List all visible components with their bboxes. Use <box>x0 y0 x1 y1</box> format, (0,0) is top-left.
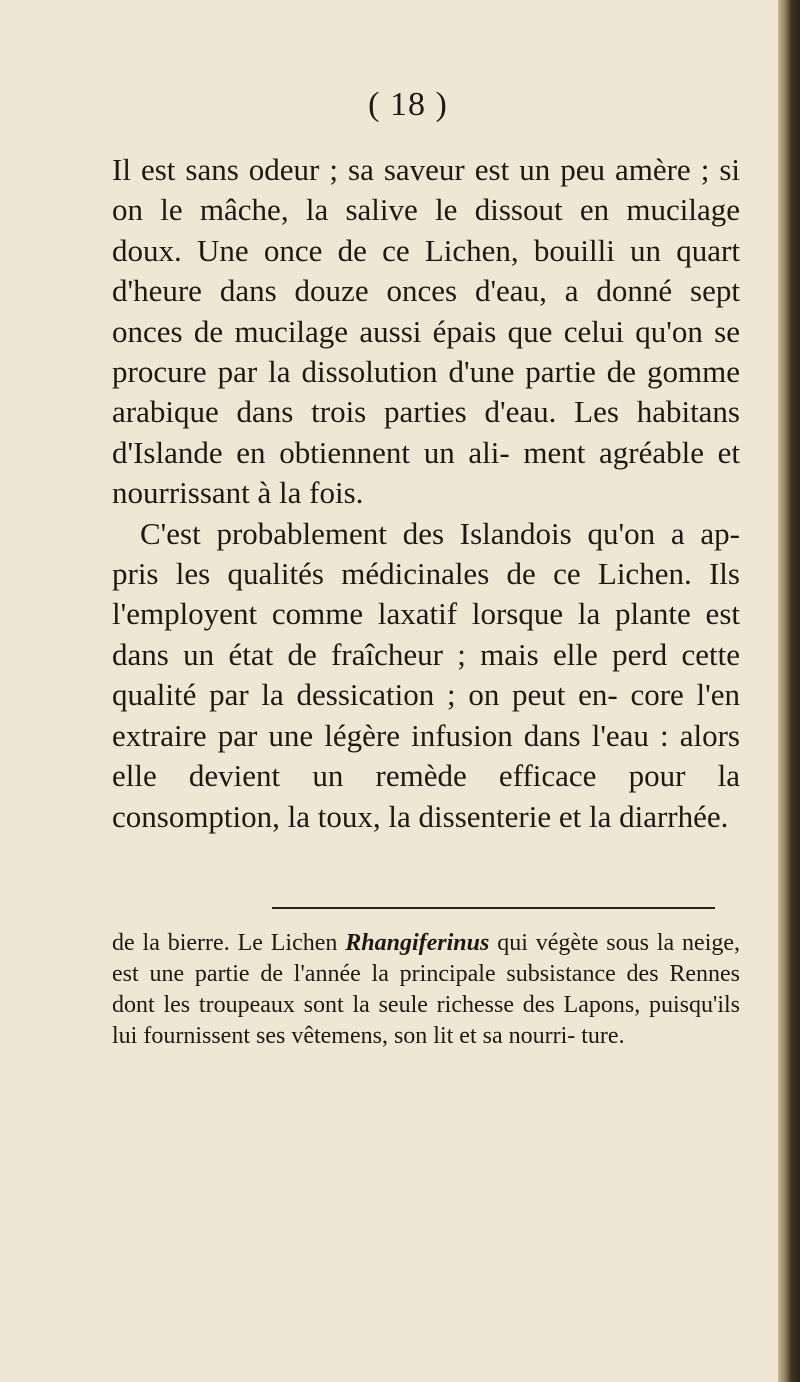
footnote-divider <box>272 907 715 909</box>
species-name: Rhangiferinus <box>345 930 490 956</box>
page-edge-shadow <box>778 0 800 1382</box>
footnote-text-start: de la bierre. Le Lichen <box>112 930 346 956</box>
paragraph-2: C'est probablement des Islandois qu'on a ap- pris les qualités médicinales de ce Lichen. Ils l'employent comme laxatif lorsque la plante est dans un état de fraîcheur ; mais elle perd cette qualité par la dessication ; on peut en- core l'en extraire par une légère infusion dans l'eau : alors elle devient un remède efficace pour la consomption, la toux, la dissenterie et la diarrhée. <box>112 515 740 834</box>
footnote <box>112 928 740 1052</box>
paragraph-1: Il est sans odeur ; sa saveur est un peu amère ; si on le mâche, la salive le dissout en mucilage doux. Une once de ce Lichen, bouilli un quart d'heure dans douze onces d'eau, a donné sept onces de mucilage aussi épais que celui qu'on se procure par la dissolution d'une partie de gomme arabique dans trois parties d'eau. Les habitans d'Islande en obtiennent un ali- ment agréable et nourrissant à la fois. <box>112 152 740 511</box>
footnote-text <box>112 928 740 1052</box>
main-text <box>112 150 740 837</box>
footnote-text-end: qui végète sous la neige, est une partie de l'année la principale subsistance des Rennes dont les troupeaux sont la seule richesse des Lapons, puisqu'ils lui fournissent ses vêtemens, son lit et sa nourri- ture. <box>112 930 741 1049</box>
page-number: ( 18 ) <box>368 86 448 123</box>
